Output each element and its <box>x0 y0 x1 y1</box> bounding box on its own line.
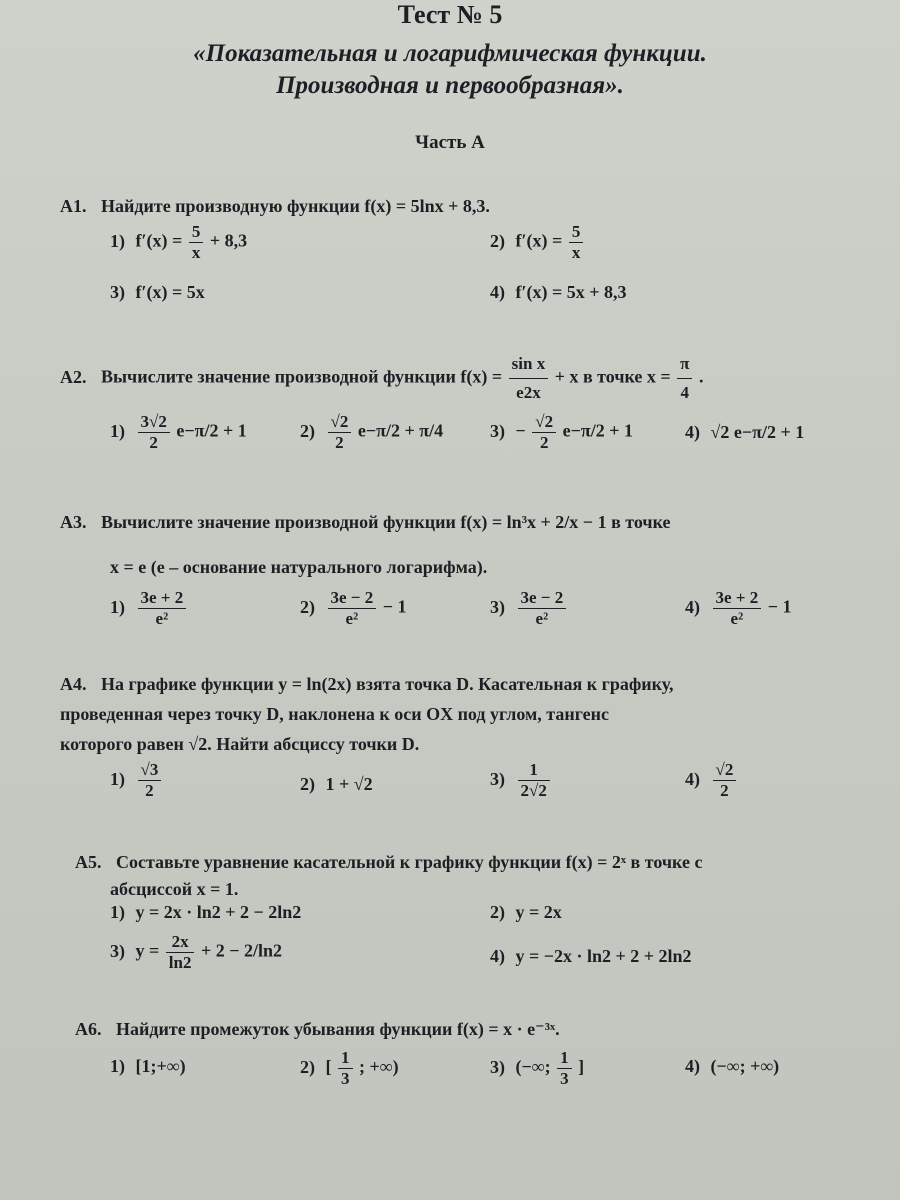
fraction <box>518 588 567 629</box>
denominator: 2 <box>149 433 158 452</box>
numerator: 1 <box>518 760 550 781</box>
question-a5-line2: абсциссой x = 1. <box>110 879 239 899</box>
option-number: 3) <box>110 940 125 961</box>
option-a4-1[interactable] <box>110 760 163 801</box>
question-a3 <box>60 508 860 536</box>
numerator: √3 <box>138 760 162 781</box>
denominator: 3 <box>341 1069 350 1088</box>
fraction <box>532 412 556 453</box>
option-a3-2[interactable] <box>300 588 407 629</box>
fraction <box>138 412 170 453</box>
fraction <box>677 350 692 407</box>
option-text: f′(x) = <box>515 230 563 251</box>
question-number: А3. <box>60 512 87 532</box>
denominator: ln2 <box>168 953 192 972</box>
option-a4-2[interactable] <box>300 774 373 795</box>
option-number: 1) <box>110 230 125 251</box>
option-number: 3) <box>110 282 125 302</box>
question-text: Составьте уравнение касательной к графику функции f(x) = 2ˣ в точке с <box>116 852 703 872</box>
fraction <box>557 1048 572 1089</box>
fraction <box>338 1048 353 1089</box>
option-number: 3) <box>490 420 505 441</box>
option-a2-4[interactable] <box>685 422 804 443</box>
option-text: [1;+∞) <box>135 1056 186 1076</box>
numerator: π <box>677 350 692 379</box>
numerator: sin x <box>509 350 549 379</box>
option-text-after: e−π/2 + 1 <box>176 420 247 441</box>
question-a4-line2: проведенная через точку D, наклонена к оси OX под углом, тангенс <box>60 704 610 724</box>
option-text-after: e−π/2 + π/4 <box>357 420 444 441</box>
option-a2-3[interactable] <box>490 412 633 453</box>
option-number: 2) <box>490 230 505 251</box>
option-text: y = 2x <box>515 902 562 922</box>
fraction <box>328 412 352 453</box>
question-text: Вычислите значение производной функции f(x) = <box>101 366 503 387</box>
option-a1-4[interactable] <box>490 282 627 303</box>
option-text-after: + 2 − 2/ln2 <box>200 940 282 961</box>
option-a4-4[interactable] <box>685 760 738 801</box>
denominator: 2√2 <box>520 781 547 800</box>
denominator: e² <box>730 609 744 628</box>
option-text-after: − 1 <box>767 596 792 617</box>
option-text-after: ; +∞) <box>359 1056 399 1077</box>
question-a5 <box>75 848 875 876</box>
option-text: √2 e−π/2 + 1 <box>710 422 805 442</box>
question-text: Найдите промежуток убывания функции f(x) = x · e⁻³ˣ. <box>116 1019 560 1039</box>
question-a4 <box>60 670 860 698</box>
question-text-middle: + x в точке x = <box>554 366 671 387</box>
numerator: 2x <box>166 932 195 953</box>
fraction <box>166 932 195 973</box>
option-number: 1) <box>110 1056 125 1076</box>
option-text-after: − 1 <box>382 596 407 617</box>
option-text: [ <box>325 1056 332 1077</box>
option-number: 4) <box>685 768 700 789</box>
option-a5-2[interactable] <box>490 902 562 923</box>
denominator: 2 <box>720 781 729 800</box>
denominator: e² <box>535 609 549 628</box>
option-a2-1[interactable] <box>110 412 247 453</box>
question-number: А5. <box>75 852 102 872</box>
numerator: 5 <box>569 222 584 243</box>
fraction <box>713 588 762 629</box>
option-text-after: ] <box>578 1056 585 1077</box>
question-number: А1. <box>60 196 87 216</box>
option-text-after: + 8,3 <box>209 230 248 251</box>
denominator: e² <box>345 609 359 628</box>
option-number: 3) <box>490 596 505 617</box>
option-text: f′(x) = <box>135 230 183 251</box>
denominator: 2 <box>539 433 549 452</box>
option-text: f′(x) = 5x + 8,3 <box>515 282 627 302</box>
option-number: 4) <box>685 596 700 617</box>
option-a3-4[interactable] <box>685 588 792 629</box>
test-subtitle-line2: Производная и первообразная». <box>276 72 624 99</box>
fraction <box>328 588 377 629</box>
question-a4-line3: которого равен √2. Найти абсциссу точки D. <box>60 734 420 754</box>
option-number: 2) <box>300 420 315 441</box>
option-number: 2) <box>300 1056 315 1077</box>
option-a5-1[interactable] <box>110 902 301 923</box>
option-text: y = <box>135 940 160 961</box>
option-number: 4) <box>490 946 505 966</box>
option-a5-4[interactable] <box>490 946 692 967</box>
option-number: 4) <box>490 282 505 302</box>
denominator: 3 <box>560 1069 569 1088</box>
denominator: x <box>571 243 581 262</box>
fraction <box>518 760 550 801</box>
question-a1 <box>60 192 860 220</box>
numerator: 3√2 <box>138 412 170 433</box>
question-text: На графике функции y = ln(2x) взята точка D. Касательная к графику, <box>101 674 674 694</box>
denominator: x <box>191 243 201 262</box>
fraction <box>189 222 204 263</box>
option-a6-4[interactable] <box>685 1056 779 1077</box>
question-a6 <box>75 1015 875 1043</box>
option-text: f′(x) = 5x <box>135 282 205 302</box>
numerator: 1 <box>338 1048 353 1069</box>
denominator: e² <box>155 609 169 628</box>
numerator: 3e + 2 <box>138 588 187 609</box>
denominator: 4 <box>680 383 690 402</box>
question-text: Найдите производную функции f(x) = 5lnx + 8,3. <box>101 196 490 216</box>
option-number: 2) <box>300 596 315 617</box>
option-a1-2[interactable] <box>490 222 585 263</box>
option-a3-1[interactable] <box>110 588 188 629</box>
numerator: 3e + 2 <box>713 588 762 609</box>
question-text-end: . <box>698 366 704 387</box>
numerator: √2 <box>328 412 352 433</box>
option-text: 1 + √2 <box>325 774 373 794</box>
option-number: 4) <box>685 422 700 442</box>
fraction <box>713 760 737 801</box>
option-number: 2) <box>490 902 505 922</box>
test-title: Тест № 5 <box>397 0 503 29</box>
option-a1-3[interactable] <box>110 282 205 303</box>
option-text: (−∞; +∞) <box>710 1056 780 1076</box>
denominator: 2 <box>145 781 154 800</box>
numerator: 5 <box>189 222 204 243</box>
numerator: 3e − 2 <box>328 588 377 609</box>
test-subtitle-line1: «Показательная и логарифмическая функции. <box>193 40 707 67</box>
denominator: 2 <box>335 433 344 452</box>
numerator: √2 <box>532 412 556 433</box>
fraction <box>138 588 187 629</box>
option-text: y = −2x · ln2 + 2 + 2ln2 <box>515 946 692 966</box>
option-number: 1) <box>110 596 125 617</box>
option-text-after: e−π/2 + 1 <box>562 420 633 441</box>
option-number: 2) <box>300 774 315 794</box>
numerator: 3e − 2 <box>518 588 567 609</box>
option-number: 4) <box>685 1056 700 1076</box>
question-a3-line2: x = e (e – основание натурального логарифма). <box>110 557 488 577</box>
option-a2-2[interactable] <box>300 412 443 453</box>
question-number: А6. <box>75 1019 102 1039</box>
option-number: 1) <box>110 768 125 789</box>
fraction <box>569 222 584 263</box>
option-text: − <box>515 420 526 441</box>
option-a4-3[interactable] <box>490 760 552 801</box>
option-a6-2[interactable] <box>300 1048 399 1089</box>
part-heading: Часть А <box>415 132 485 153</box>
numerator: √2 <box>713 760 737 781</box>
question-text: Вычислите значение производной функции f(x) = ln³x + 2/x − 1 в точке <box>101 512 671 532</box>
option-text: (−∞; <box>515 1056 551 1077</box>
denominator: e2x <box>516 383 541 402</box>
question-a2 <box>60 350 860 407</box>
numerator: 1 <box>557 1048 572 1069</box>
option-number: 1) <box>110 902 125 922</box>
option-text: y = 2x · ln2 + 2 − 2ln2 <box>135 902 302 922</box>
option-number: 3) <box>490 1056 505 1077</box>
option-a6-3[interactable] <box>490 1048 584 1089</box>
option-a3-3[interactable] <box>490 588 568 629</box>
fraction <box>509 350 549 407</box>
option-a5-3[interactable] <box>110 932 282 973</box>
option-a1-1[interactable] <box>110 222 247 263</box>
option-number: 1) <box>110 420 125 441</box>
option-number: 3) <box>490 768 505 789</box>
option-a6-1[interactable] <box>110 1056 186 1077</box>
question-number: А2. <box>60 366 87 387</box>
question-number: А4. <box>60 674 87 694</box>
fraction <box>138 760 162 801</box>
